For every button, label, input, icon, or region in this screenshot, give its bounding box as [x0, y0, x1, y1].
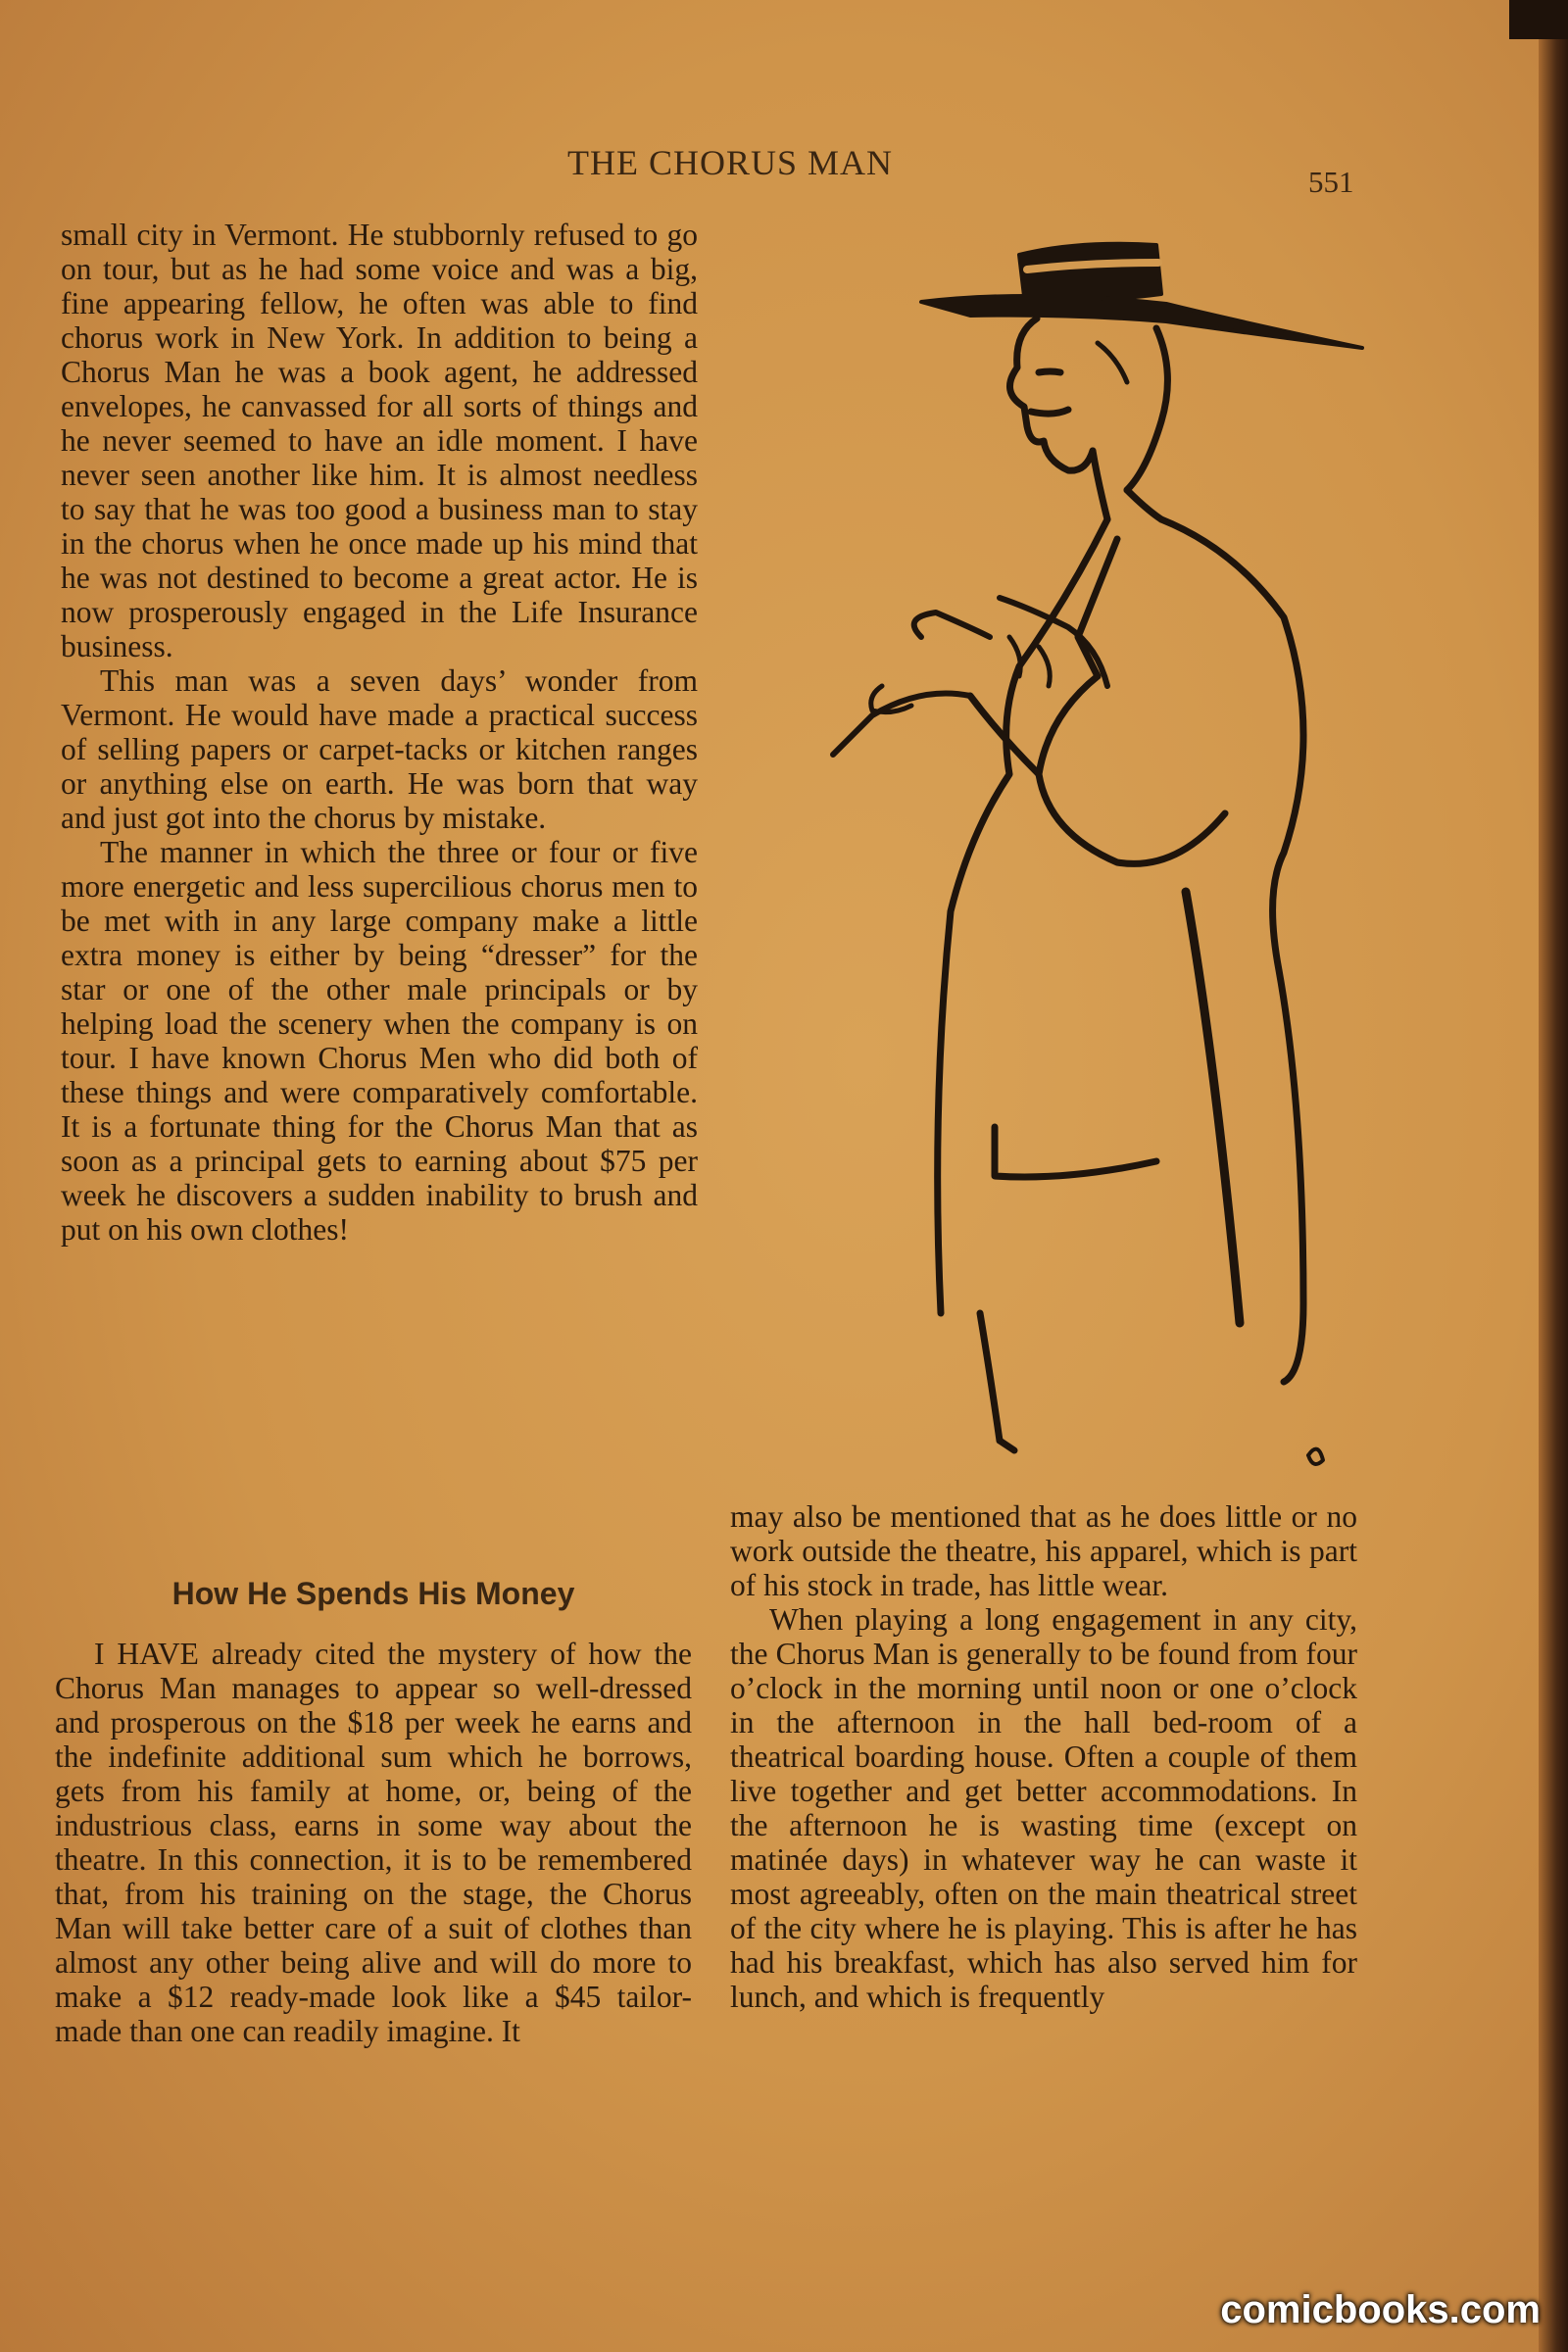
watermark: comicbooks.com [1220, 2288, 1541, 2331]
paragraph: may also be mentioned that as he does little or no work outside the theatre, his apparel, which is part of his stock in trade, has little wear. [730, 1499, 1357, 1602]
left-column-bottom [55, 1637, 692, 2048]
left-column-top [61, 218, 698, 1247]
paragraph: The manner in which the three or four or five more energetic and less supercilious chorus men to be met with in any large company make a little extra money is either by being “dresser” for the star or one of the other male principals or by helping load the scenery when the company is on tour. I have known Chorus Men who did both of these things and were comparatively comfortable. It is a fortunate thing for the Chorus Man that as soon as a principal gets to earning about $75 per week he discovers a sudden inability to brush and put on his own clothes! [61, 835, 698, 1247]
man-in-straw-hat-drawing [774, 225, 1382, 1490]
page-corner-shadow [1509, 0, 1568, 39]
paragraph: small city in Vermont. He stubbornly refused to go on tour, but as he had some voice and was a big, fine appearing fellow, he often was able to find chorus work in New York. In addition to being a Chorus Man he was a book agent, he addressed envelopes, he canvassed for all sorts of things and he never seemed to have an idle moment. I have never seen another like him. It is almost needless to say that he was too good a business man to stay in the chorus when he once made up his mind that he was not destined to become a great actor. He is now prosperously engaged in the Life Insurance business. [61, 218, 698, 663]
book-spine-edge [1539, 0, 1568, 2352]
paragraph: This man was a seven days’ wonder from Vermont. He would have made a practical success of selling papers or carpet-tacks or kitchen ranges or anything else on earth. He was born that way and just got into the chorus by mistake. [61, 663, 698, 835]
section-heading: How He Spends His Money [172, 1576, 575, 1611]
running-head: THE CHORUS MAN [566, 143, 894, 182]
page-number: 551 [1308, 165, 1354, 199]
paragraph: I HAVE already cited the mystery of how the Chorus Man manages to appear so well-dressed and prosperous on the $18 per week he earns and the indefinite additional sum which he borrows, gets from his family at home, or, being of the industrious class, earns in some way about the theatre. In this connection, it is to be remembered that, from his training on the stage, the Chorus Man will take better care of a suit of clothes than almost any other being alive and will do more to make a $12 ready-made look like a $45 tailor-made than one can readily imagine. It [55, 1637, 692, 2048]
paragraph: When playing a long engagement in any city, the Chorus Man is generally to be found from four o’clock in the morning until noon or one o’clock in the afternoon in the hall bed-room of a theatrical boarding house. Often a couple of them live together and get better accommodations. In the afternoon he is wasting time (except on matinée days) in whatever way he can waste it most agreeably, often on the main theatrical street of the city where he is playing. This is after he has had his breakfast, which has also served him for lunch, and which is frequently [730, 1602, 1357, 2014]
right-column-bottom [730, 1499, 1357, 2014]
